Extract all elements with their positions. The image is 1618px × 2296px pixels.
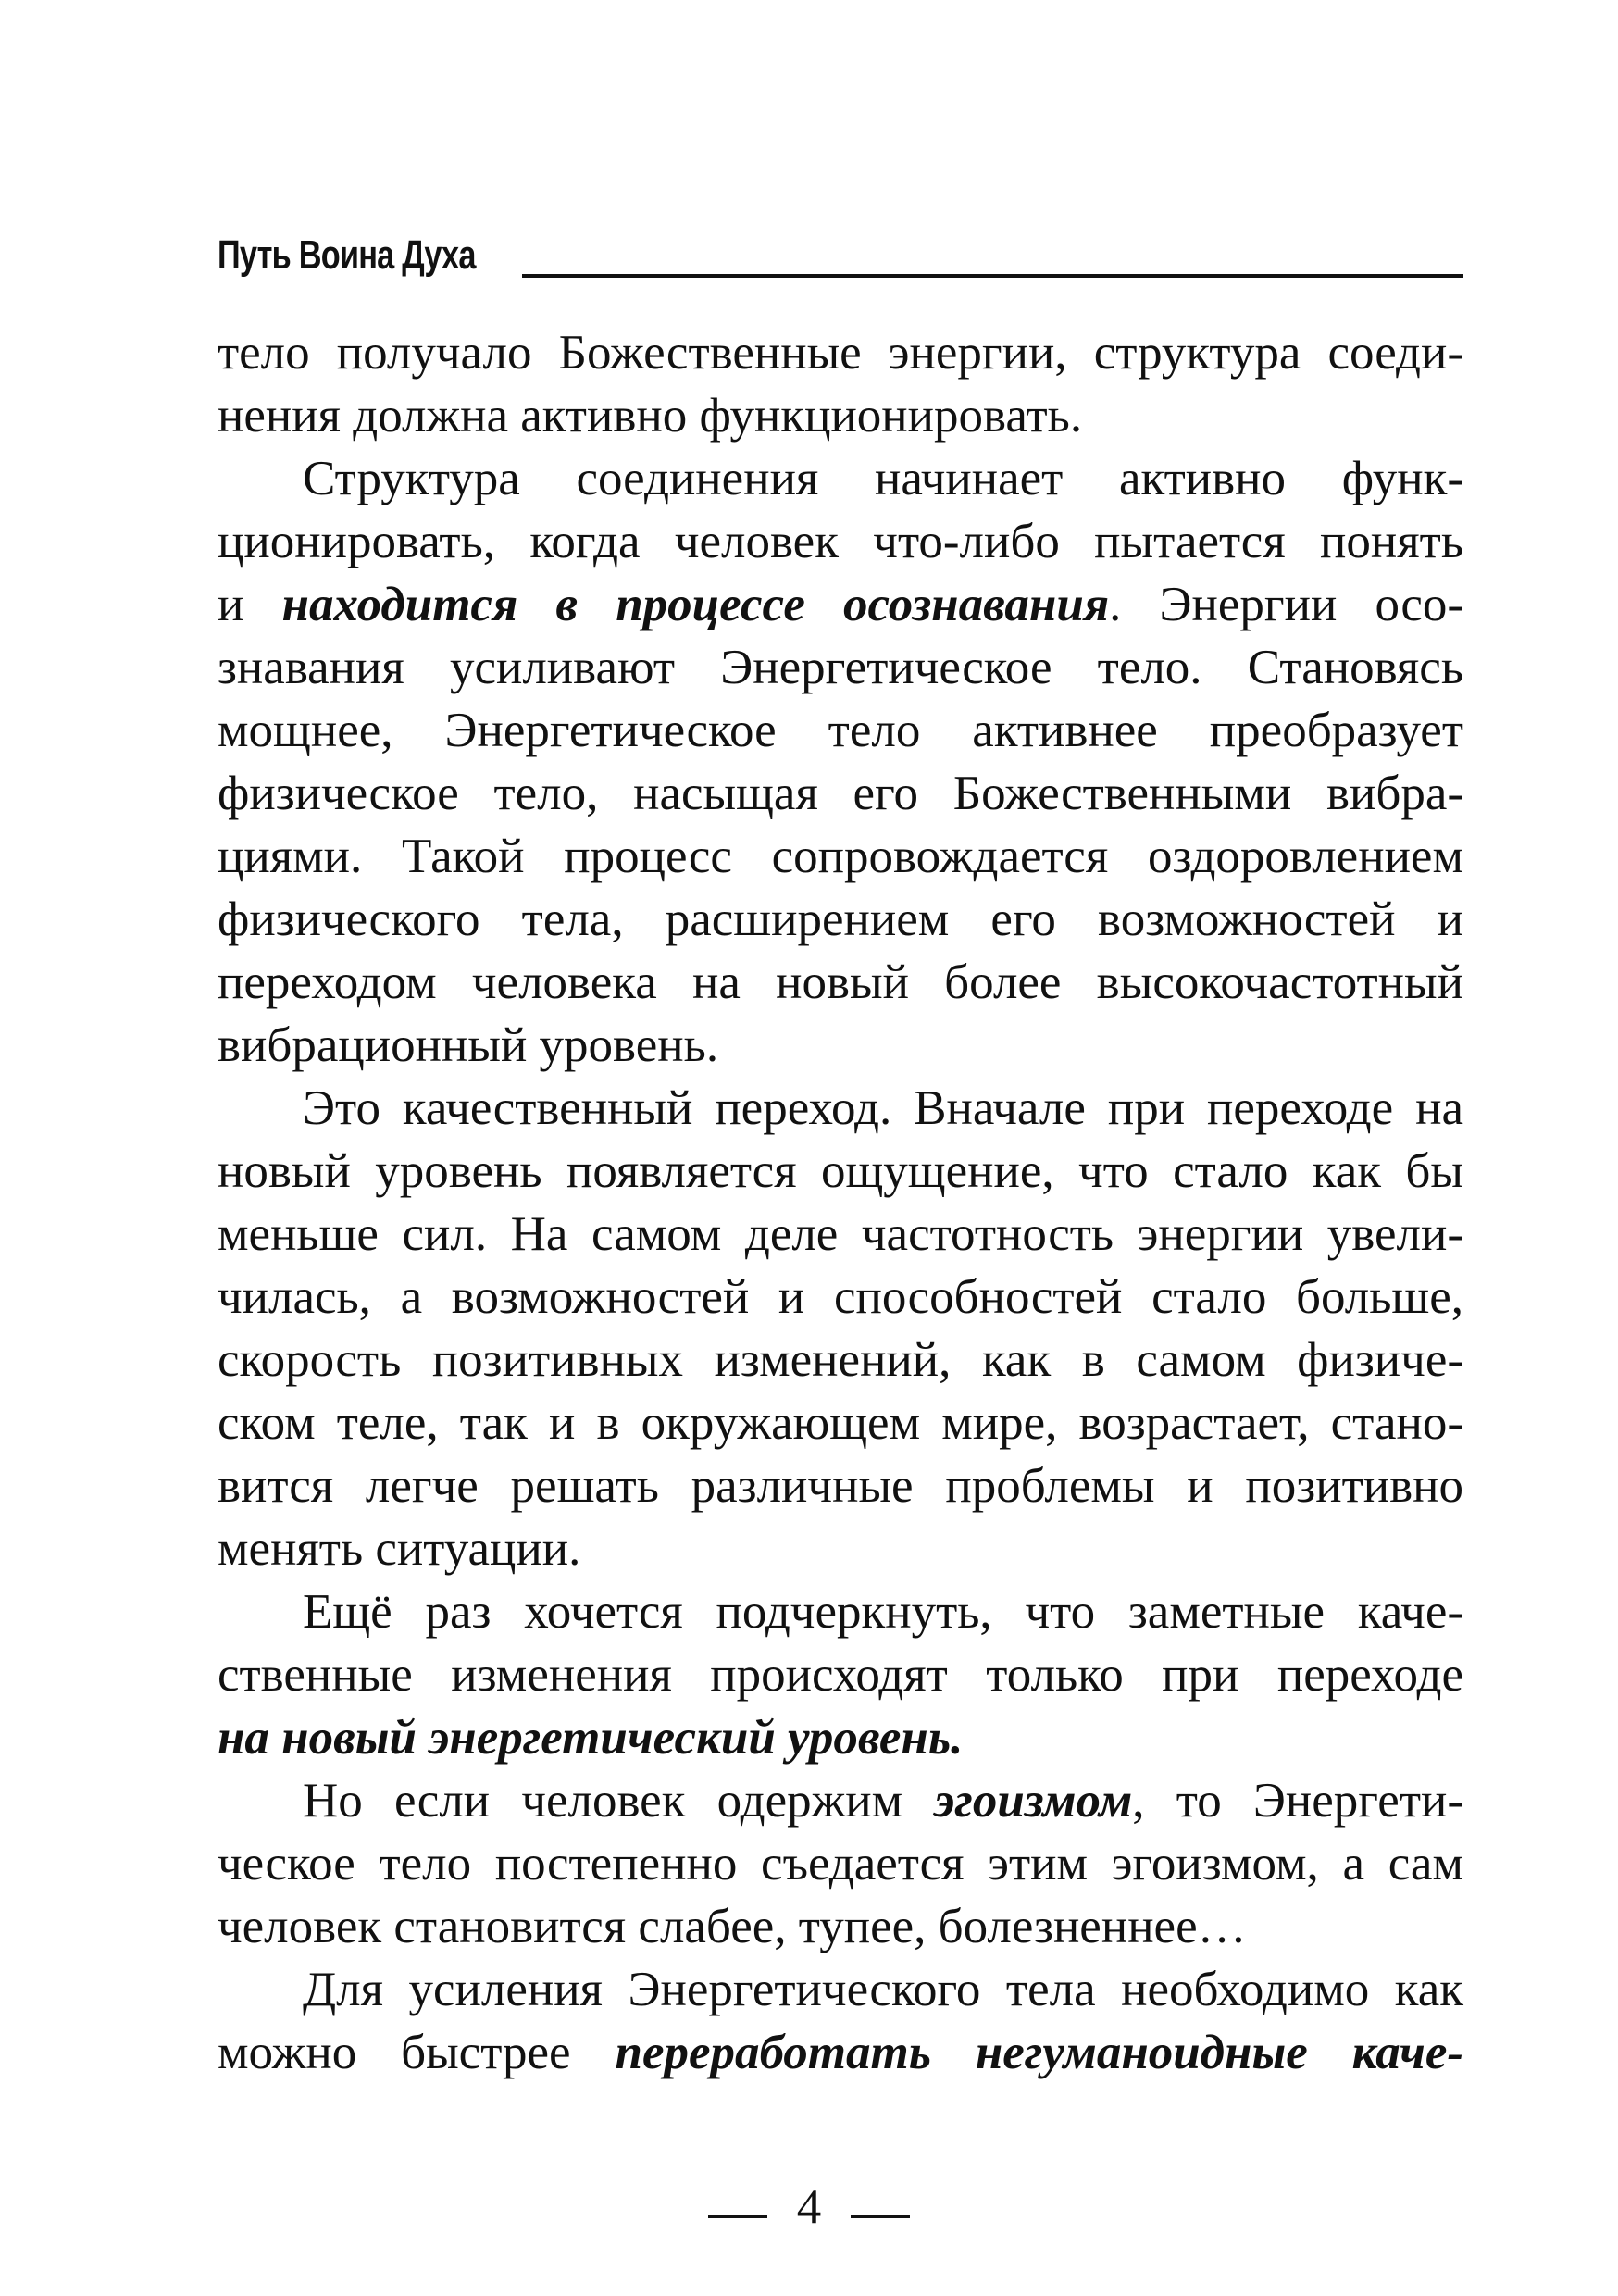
text-segment: знавания усиливают Энергетическое тело. Становясь <box>218 641 1463 694</box>
text-segment: Ещё раз хочется подчеркнуть, что заметные каче- <box>303 1585 1463 1639</box>
text-segment: вится легче решать различные проблемы и позитивно <box>218 1459 1463 1513</box>
text-line <box>218 699 1463 762</box>
text-line <box>218 1895 1463 1958</box>
text-line <box>218 825 1463 888</box>
text-segment: мощнее, Энергетическое тело активнее преобразует <box>218 704 1463 757</box>
text-segment: нения должна активно функционировать. <box>218 389 1083 443</box>
text-segment: менять ситуации. <box>218 1522 581 1576</box>
text-segment: физического тела, расширением его возможностей и <box>218 892 1463 946</box>
text-line <box>218 573 1463 636</box>
text-segment: Для усиления Энергетического тела необходимо как <box>303 1963 1463 2016</box>
text-line <box>218 321 1463 384</box>
text-segment: ческое тело постепенно съедается этим эгоизмом, а сам <box>218 1837 1463 1890</box>
text-segment: меньше сил. На самом деле частотность энергии увели- <box>218 1207 1463 1261</box>
book-title: Путь Воина Духа <box>218 232 476 278</box>
running-header <box>218 230 1463 281</box>
text-segment: ственные изменения происходят только при переходе <box>218 1648 1463 1702</box>
text-line <box>218 1077 1463 1140</box>
text-segment: . Энергии осо- <box>1109 578 1463 631</box>
page-footer <box>0 2177 1618 2237</box>
text-segment: скорость позитивных изменений, как в самом физиче- <box>218 1333 1463 1387</box>
text-segment: чилась, а возможностей и способностей стало больше, <box>218 1270 1463 1324</box>
text-segment: новый уровень появляется ощущение, что стало как бы <box>218 1144 1463 1198</box>
text-line <box>218 1391 1463 1454</box>
text-line <box>218 1769 1463 1832</box>
text-segment: можно быстрее <box>218 2026 616 2079</box>
text-line <box>218 1329 1463 1391</box>
text-line <box>218 1454 1463 1517</box>
text-segment: и <box>218 578 282 631</box>
text-line <box>218 636 1463 699</box>
text-line <box>218 888 1463 951</box>
emphasized-text: переработать негуманоидные каче- <box>615 2026 1463 2079</box>
text-line <box>218 1643 1463 1706</box>
paragraph <box>218 1769 1463 1958</box>
emphasized-text: на новый энергетический уровень. <box>218 1711 964 1765</box>
text-segment: Структура соединения начинает активно функ- <box>303 452 1463 505</box>
text-segment: циями. Такой процесс сопровождается оздоровлением <box>218 830 1463 883</box>
text-segment: тело получало Божественные энергии, структура соеди- <box>218 326 1463 380</box>
text-segment: вибрационный уровень. <box>218 1018 719 1072</box>
text-line <box>218 447 1463 510</box>
text-line <box>218 762 1463 825</box>
text-line <box>218 1266 1463 1329</box>
body-text <box>218 321 1463 2084</box>
text-segment: физическое тело, насыщая его Божественными вибра- <box>218 767 1463 820</box>
header-rule <box>522 274 1463 278</box>
text-line <box>218 1517 1463 1580</box>
text-line <box>218 1958 1463 2021</box>
paragraph <box>218 321 1463 447</box>
text-segment: ционировать, когда человек что-либо пытается понять <box>218 515 1463 568</box>
emphasized-text: находится в процессе осознавания <box>281 578 1110 631</box>
text-segment: ском теле, так и в окружающем мире, возрастает, стано- <box>218 1396 1463 1450</box>
text-segment: , то Энергети- <box>1132 1774 1463 1828</box>
text-line <box>218 384 1463 447</box>
left-dash <box>708 2215 767 2218</box>
paragraph <box>218 1077 1463 1580</box>
paragraph <box>218 1958 1463 2084</box>
right-dash <box>851 2215 910 2218</box>
emphasized-text: эгоизмом <box>934 1774 1133 1828</box>
text-line <box>218 951 1463 1014</box>
paragraph <box>218 447 1463 1077</box>
text-line <box>218 1014 1463 1077</box>
text-line <box>218 1580 1463 1643</box>
paragraph <box>218 1580 1463 1769</box>
text-segment: Это качественный переход. Вначале при переходе на <box>303 1081 1463 1135</box>
text-segment: человек становится слабее, тупее, болезненнее… <box>218 1900 1247 1953</box>
text-line <box>218 510 1463 573</box>
text-line <box>218 1706 1463 1769</box>
text-line <box>218 1140 1463 1203</box>
page-number: 4 <box>796 2180 822 2234</box>
text-line <box>218 1203 1463 1266</box>
text-segment: Но если человек одержим <box>303 1774 935 1828</box>
text-segment: переходом человека на новый более высокочастотный <box>218 955 1463 1009</box>
text-line <box>218 2021 1463 2084</box>
text-line <box>218 1832 1463 1895</box>
